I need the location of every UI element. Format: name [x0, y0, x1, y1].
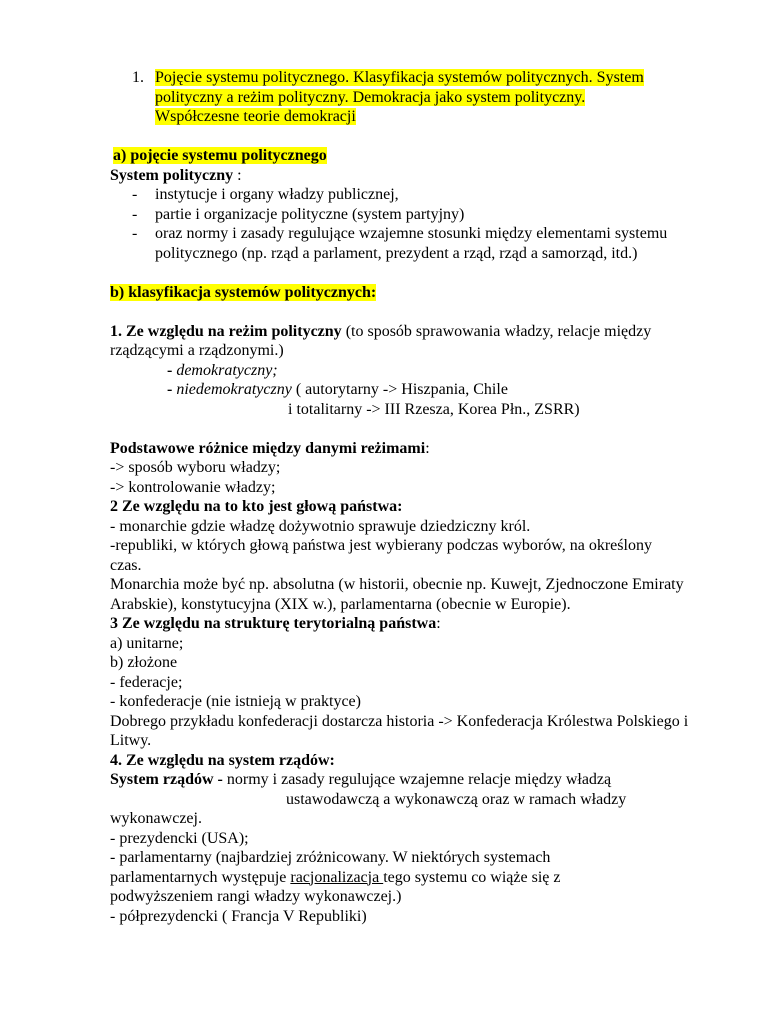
- criterion-1-rest: (to sposób sprawowania władzy, relacje między rządzącymi a rządzonymi.): [110, 322, 652, 359]
- list-item-text: partie i organizacje polityczne (system partyjny): [155, 205, 465, 223]
- criterion-3-suffix: :: [436, 615, 441, 632]
- item-underlined: racjonalizacja: [290, 868, 384, 886]
- list-item: [110, 224, 675, 263]
- difference-item: -> kontrolowanie władzy;: [110, 478, 276, 496]
- criterion-4-definition-end: [110, 809, 710, 829]
- item-dash: -: [167, 381, 177, 398]
- criterion-2-title: 2 Ze względu na to kto jest głową państwa:: [110, 498, 403, 515]
- document-title: [110, 68, 710, 127]
- criterion-1-item-2-cont: [110, 400, 710, 420]
- section-b-heading: [110, 283, 710, 303]
- criterion-2-line: -republiki, w których głową państwa jest wybierany podczas wyborów, na określony czas.: [110, 537, 652, 574]
- list-item: [110, 185, 710, 205]
- criterion-2-line: Monarchia może być np. absolutna (w historii, obecnie np. Kuwejt, Zjednoczone Emiraty Arabskie), konstytucyjna (XIX w.), parlamentarna (obecnie w Europie).: [110, 576, 684, 613]
- list-dash: -: [132, 205, 138, 223]
- list-item-text: oraz normy i zasady regulujące wzajemne stosunki między elementami systemu politycznego (np. rząd a parlament, prezydent a rząd, rząd a samorząd, itd.): [155, 225, 668, 262]
- item-text: niedemokratyczny: [176, 381, 292, 398]
- title-line-3: Współczesne teorie demokracji: [155, 108, 356, 125]
- difference-item: -> sposób wyboru władzy;: [110, 459, 281, 476]
- definition-line-1: normy i zasady regulujące wzajemne relacje między władzą: [222, 771, 612, 788]
- criterion-1-title: 1. Ze względu na reżim polityczny: [110, 322, 342, 340]
- differences-title-line: [110, 439, 710, 459]
- item-part-b: tego systemu co wiąże się z podwyższeniem rangi władzy wykonawczej.): [110, 868, 561, 905]
- criterion-1-item-1: [110, 361, 710, 381]
- item-rest-line-2: i totalitarny -> III Rzesza, Korea Płn., ZSRR): [288, 400, 580, 418]
- system-label: System polityczny: [110, 166, 234, 184]
- criterion-4-item: [110, 848, 640, 907]
- criterion-4-title: 4. Ze względu na system rządów:: [110, 751, 335, 769]
- spacer: [110, 302, 710, 322]
- criterion-3-line: a) unitarne;: [110, 634, 184, 652]
- criterion-1-item-2: [110, 380, 710, 400]
- section-a-heading: [110, 146, 710, 166]
- document-content: [110, 68, 710, 926]
- criterion-4-definition: [110, 770, 710, 790]
- title-line-2: polityczny a reżim polityczny. Demokracja jako system polityczny.: [155, 88, 586, 106]
- definition-line-2: ustawodawczą a wykonawczą oraz w ramach władzy: [286, 790, 627, 808]
- spacer: [110, 419, 710, 439]
- title-number: 1.: [132, 69, 144, 86]
- criterion-4-item: - półprezydencki ( Francja V Republiki): [110, 907, 367, 925]
- title-line-1: Pojęcie systemu politycznego. Klasyfikacja systemów politycznych. System: [155, 69, 644, 86]
- criterion-3-line: - konfederacje (nie istnieją w praktyce): [110, 693, 361, 710]
- section-a-heading-text: a) pojęcie systemu politycznego: [113, 147, 327, 164]
- definition-line-3: wykonawczej.: [110, 810, 202, 827]
- criterion-1: [110, 322, 680, 361]
- criterion-3-line: - federacje;: [110, 673, 183, 691]
- criterion-3-title: 3 Ze względu na strukturę terytorialną państwa: [110, 615, 437, 632]
- item-text: demokratyczny;: [176, 361, 278, 379]
- list-item-text: instytucje i organy władzy publicznej,: [155, 186, 399, 203]
- section-b-heading-text: b) klasyfikacja systemów politycznych:: [110, 283, 377, 301]
- criterion-2-line: - monarchie gdzie władzę dożywotnio sprawuje dziedziczny król.: [110, 517, 531, 535]
- item-dash: -: [167, 361, 177, 379]
- item-rest: ( autorytarny -> Hiszpania, Chile: [291, 381, 508, 398]
- differences-suffix: :: [425, 439, 430, 457]
- system-label-suffix: :: [233, 166, 242, 184]
- item-part-a: - parlamentarny (najbardziej zróżnicowany. W niektórych systemach parlamentarnych występuje: [110, 849, 551, 886]
- differences-title: Podstawowe różnice między danymi reżimami: [110, 439, 426, 457]
- list-dash: -: [132, 186, 138, 203]
- criterion-3-line: b) złożone: [110, 654, 178, 671]
- definition-label: System rządów -: [110, 771, 223, 788]
- spacer: [110, 263, 710, 283]
- spacer: [110, 127, 710, 147]
- criterion-3-title-line: [110, 614, 710, 634]
- system-label-line: [110, 166, 710, 186]
- criterion-3-line: Dobrego przykładu konfederacji dostarcza historia -> Konfederacja Królestwa Polskiego i Litwy.: [110, 712, 689, 749]
- list-item: [110, 205, 710, 225]
- criterion-4-definition-cont: [110, 790, 710, 810]
- criterion-4-item: - prezydencki (USA);: [110, 829, 249, 847]
- list-dash: -: [132, 225, 138, 242]
